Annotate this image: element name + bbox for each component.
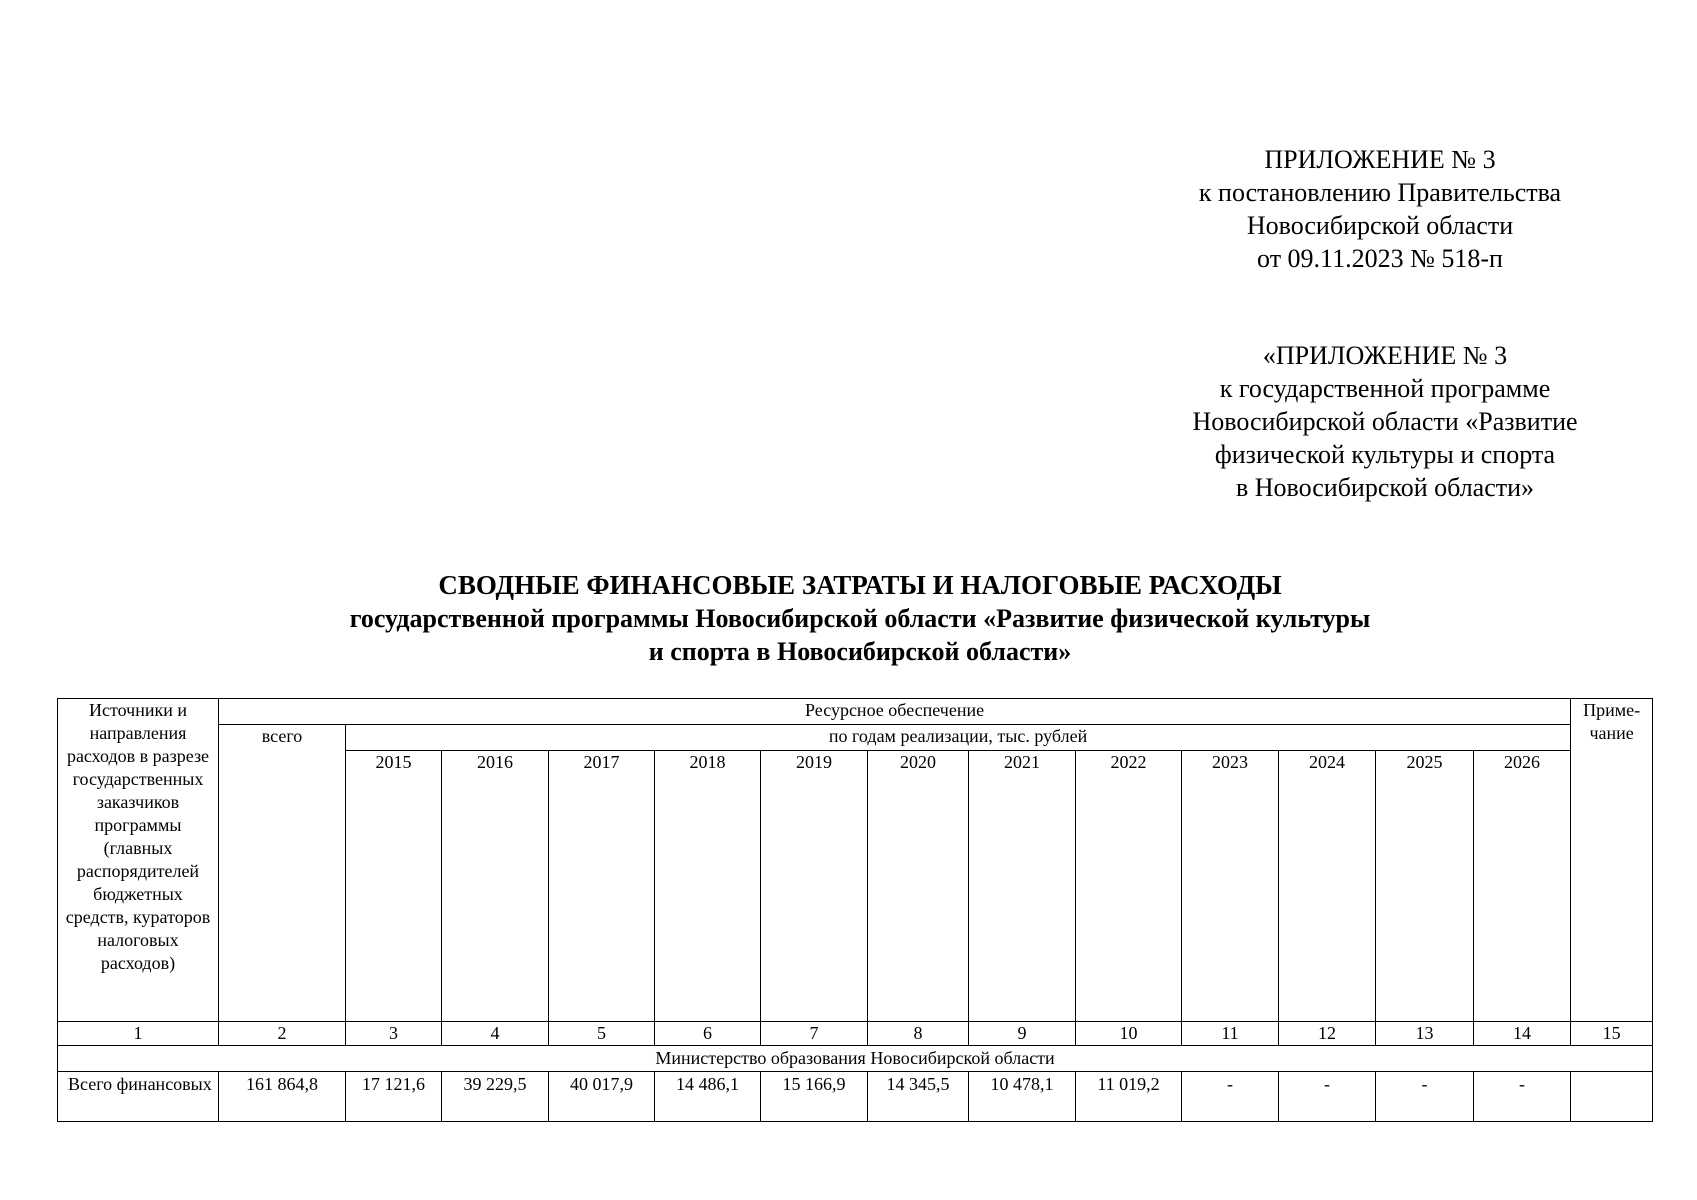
column-number: 4 [442,1022,549,1046]
header-year: 2022 [1076,751,1182,1022]
appendix-2-line: к государственной программе [1219,374,1551,403]
row-value: 17 121,6 [346,1072,442,1122]
appendix-1-line: ПРИЛОЖЕНИЕ № 3 [1264,145,1496,174]
title-line-3: и спорта в Новосибирской области» [648,637,1072,666]
row-value: 14 486,1 [655,1072,761,1122]
appendix-2-heading [1150,339,1620,504]
appendix-1-line: от 09.11.2023 № 518-п [1257,244,1503,273]
header-year: 2026 [1474,751,1571,1022]
column-number: 15 [1571,1022,1653,1046]
column-number: 8 [868,1022,969,1046]
header-year: 2021 [969,751,1076,1022]
document-title [150,569,1570,668]
row-value: 15 166,9 [761,1072,868,1122]
header-row-2 [58,725,1653,751]
column-number: 3 [346,1022,442,1046]
row-value: - [1279,1072,1376,1122]
row-value: 11 019,2 [1076,1072,1182,1122]
row-total: 161 864,8 [219,1072,346,1122]
row-value: - [1182,1072,1279,1122]
column-number: 6 [655,1022,761,1046]
header-year: 2019 [761,751,868,1022]
header-resources: Ресурсное обеспечение [219,699,1571,725]
appendix-1-line: Новосибирской области [1246,211,1514,240]
column-number: 1 [58,1022,219,1046]
title-line-2: государственной программы Новосибирской области «Развитие физической культуры [349,604,1371,633]
row-value: 39 229,5 [442,1072,549,1122]
row-label: Всего финансовых [58,1072,219,1122]
appendix-2-line: Новосибирской области «Развитие [1192,407,1578,436]
row-value: - [1474,1072,1571,1122]
appendix-1-line: к постановлению Правительства [1198,178,1562,207]
appendix-2-line: физической культуры и спорта [1214,440,1556,469]
header-year: 2025 [1376,751,1474,1022]
appendix-2-line: «ПРИЛОЖЕНИЕ № 3 [1262,341,1508,370]
header-year: 2018 [655,751,761,1022]
column-number: 2 [219,1022,346,1046]
row-value: - [1376,1072,1474,1122]
appendix-1-heading [1150,143,1610,275]
header-year: 2023 [1182,751,1279,1022]
column-number: 12 [1279,1022,1376,1046]
section-row [58,1046,1653,1072]
title-line-1: СВОДНЫЕ ФИНАНСОВЫЕ ЗАТРАТЫ И НАЛОГОВЫЕ РАСХОДЫ [438,570,1282,600]
column-number: 9 [969,1022,1076,1046]
header-row-1 [58,699,1653,725]
header-year: 2024 [1279,751,1376,1022]
header-note: Приме-чание [1571,699,1653,1022]
column-number: 5 [549,1022,655,1046]
header-year: 2015 [346,751,442,1022]
header-by-years: по годам реализации, тыс. рублей [346,725,1571,751]
header-sources: Источники и направления расходов в разрезе государственных заказчиков программы (главных распорядителей бюджетных средств, кураторов налоговых расходов) [58,699,219,1022]
row-value: 10 478,1 [969,1072,1076,1122]
header-year: 2020 [868,751,969,1022]
financial-table [57,698,1653,1122]
row-value: 40 017,9 [549,1072,655,1122]
column-number: 10 [1076,1022,1182,1046]
header-total: всего [219,725,346,1022]
section-ministry: Министерство образования Новосибирской области [58,1046,1653,1072]
row-value: 14 345,5 [868,1072,969,1122]
header-year: 2016 [442,751,549,1022]
header-year: 2017 [549,751,655,1022]
column-numbers-row [58,1022,1653,1046]
column-number: 7 [761,1022,868,1046]
row-note [1571,1072,1653,1122]
table-row [58,1072,1653,1122]
column-number: 11 [1182,1022,1279,1046]
column-number: 14 [1474,1022,1571,1046]
appendix-2-line: в Новосибирской области» [1235,473,1535,502]
column-number: 13 [1376,1022,1474,1046]
